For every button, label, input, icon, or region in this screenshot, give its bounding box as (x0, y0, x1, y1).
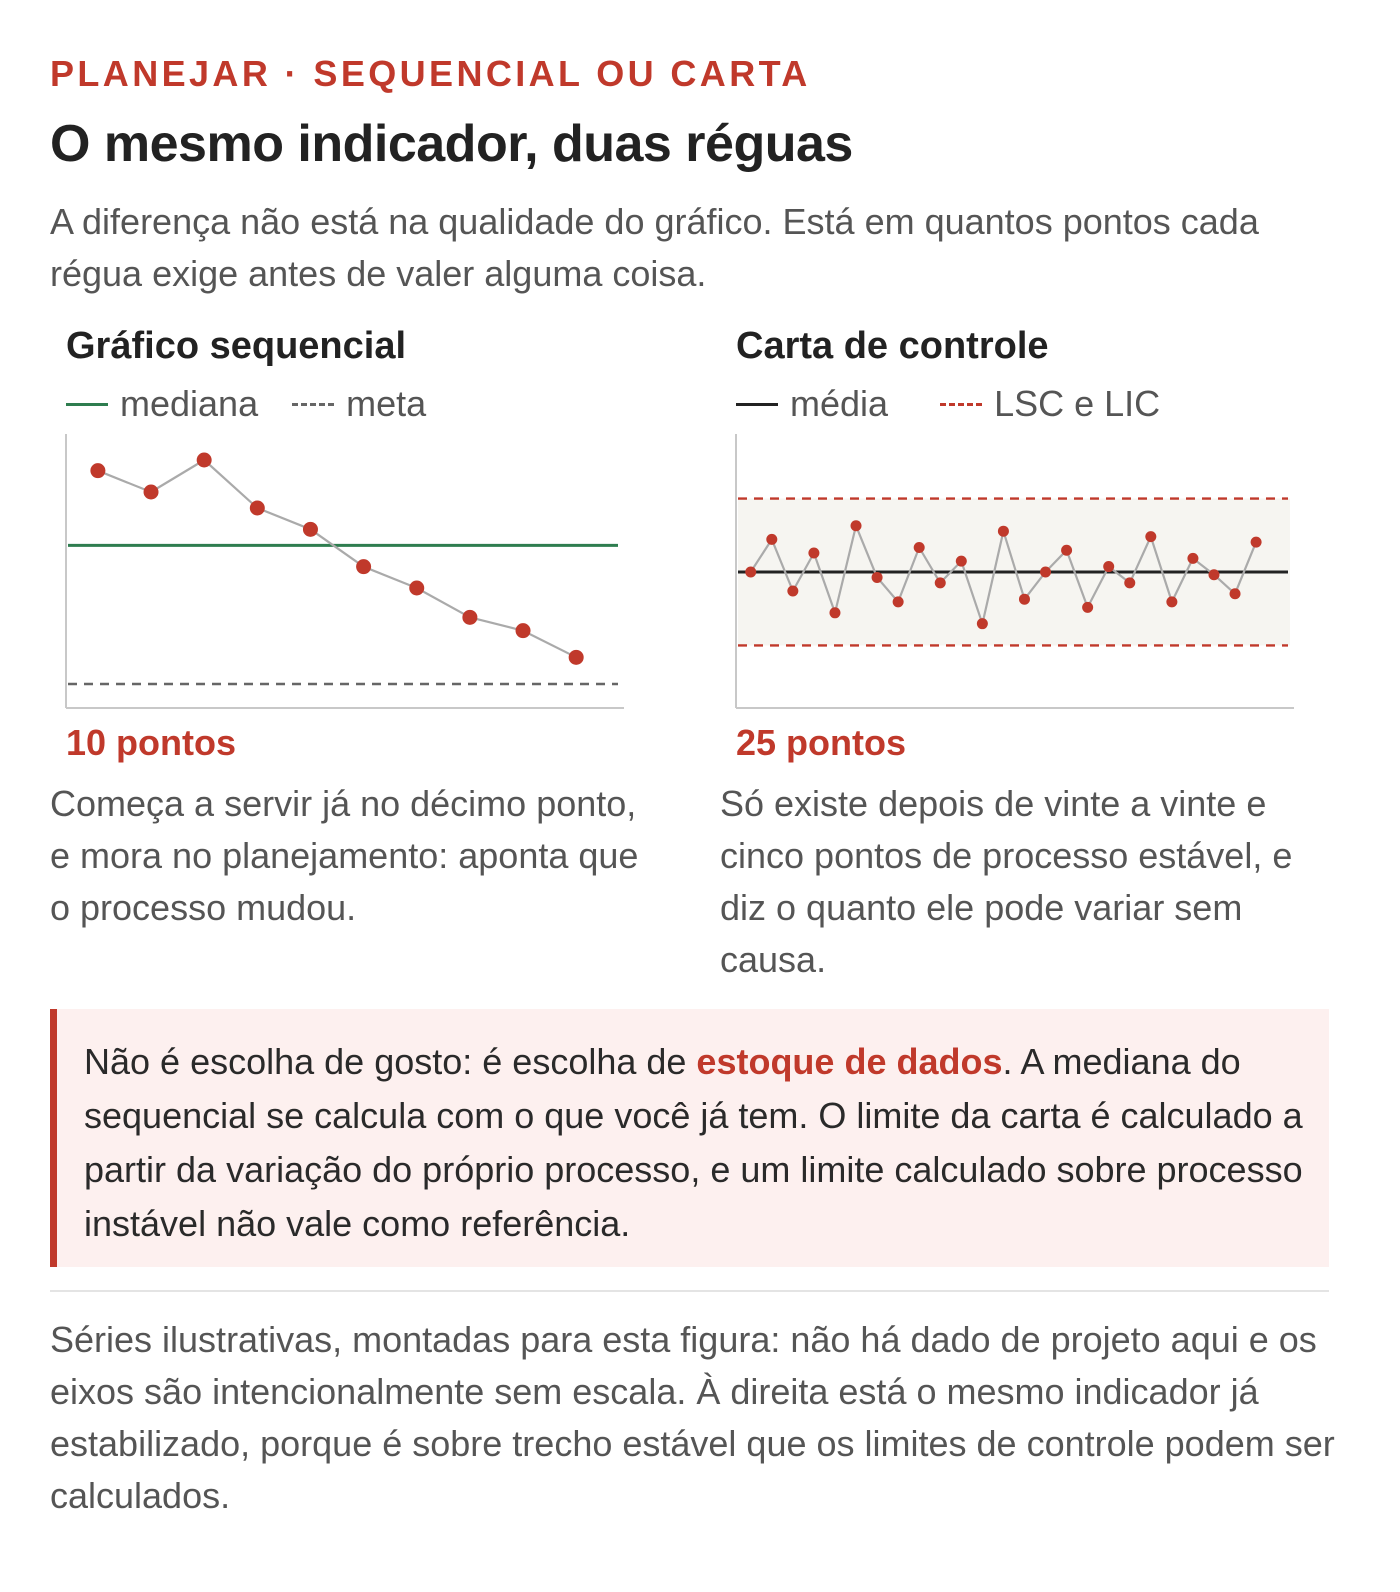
legend-median (66, 383, 258, 425)
data-point-15 (1040, 567, 1051, 578)
legend-limits (940, 383, 1160, 425)
legend-target-label: meta (346, 383, 427, 424)
data-point-25 (1251, 537, 1262, 548)
section-eyebrow: PLANEJAR · SEQUENCIAL OU CARTA (50, 53, 811, 94)
data-point-2 (144, 485, 159, 500)
page-subtitle: A diferença não está na qualidade do gráfico. Está em quantos pontos cada régua exige antes de valer alguma coisa. (50, 201, 1259, 294)
legend-target-swatch (292, 403, 334, 406)
divider (50, 1290, 1329, 1292)
data-point-23 (1208, 569, 1219, 580)
right-count-label: 25 pontos (736, 722, 907, 763)
right-chart-title: Carta de controle (736, 325, 1049, 367)
data-point-11 (956, 556, 967, 567)
data-point-2 (766, 534, 777, 545)
data-point-5 (303, 522, 318, 537)
data-point-10 (935, 577, 946, 588)
callout-highlight: estoque de dados (696, 1041, 1003, 1082)
data-point-9 (516, 623, 531, 638)
callout-text-before: Não é escolha de gosto: é escolha de (84, 1041, 697, 1082)
left-count-label: 10 pontos (66, 722, 237, 763)
legend-median-swatch (66, 403, 108, 406)
data-point-3 (787, 586, 798, 597)
data-point-1 (745, 567, 756, 578)
data-point-1 (90, 463, 105, 478)
data-point-21 (1166, 596, 1177, 607)
data-point-7 (872, 572, 883, 583)
data-point-22 (1187, 553, 1198, 564)
legend-mean-swatch (736, 403, 778, 406)
data-point-4 (250, 501, 265, 516)
left-chart-legend (66, 382, 426, 426)
legend-mean (736, 383, 888, 425)
left-description: Começa a servir já no décimo ponto, e mora no planejamento: aponta que o processo mudou. (50, 783, 639, 928)
data-point-16 (1061, 545, 1072, 556)
control-chart (734, 428, 1296, 712)
data-point-3 (197, 453, 212, 468)
data-point-24 (1230, 588, 1241, 599)
run-chart (64, 428, 626, 712)
legend-mean-label: média (790, 383, 889, 424)
data-point-6 (356, 559, 371, 574)
legend-target (292, 383, 426, 425)
right-description: Só existe depois de vinte a vinte e cinco pontos de processo estável, e diz o quanto ele pode variar sem causa. (720, 783, 1293, 980)
data-point-6 (851, 520, 862, 531)
legend-median-label: mediana (120, 383, 259, 424)
right-chart-legend (736, 382, 1160, 426)
data-point-5 (829, 607, 840, 618)
data-point-7 (409, 581, 424, 596)
data-point-12 (977, 618, 988, 629)
callout-box (50, 1009, 1329, 1267)
data-point-8 (462, 610, 477, 625)
callout-text (84, 1035, 1314, 1251)
footnote: Séries ilustrativas, montadas para esta figura: não há dado de projeto aqui e os eixos são intencionalmente sem escala. À direita está o mesmo indicador já estabilizado, porque é sobre trecho estável que os limites de controle podem ser calculados. (50, 1319, 1335, 1516)
callout-text-after: . A mediana do sequencial se calcula com o que você já tem. O limite da carta é calculado a partir da variação do próprio processo, e um limite calculado sobre processo instável não vale como referência. (84, 1041, 1303, 1244)
data-point-10 (569, 650, 584, 665)
data-point-8 (893, 596, 904, 607)
data-point-17 (1082, 602, 1093, 613)
series-line (98, 460, 576, 657)
page-title: O mesmo indicador, duas réguas (50, 115, 853, 173)
data-point-20 (1145, 531, 1156, 542)
data-point-4 (808, 547, 819, 558)
data-point-19 (1124, 577, 1135, 588)
legend-limits-label: LSC e LIC (994, 383, 1161, 424)
legend-limits-swatch (940, 403, 982, 406)
data-point-18 (1103, 561, 1114, 572)
left-chart-title: Gráfico sequencial (66, 325, 407, 367)
data-point-14 (1019, 594, 1030, 605)
data-point-13 (998, 526, 1009, 537)
data-point-9 (914, 542, 925, 553)
